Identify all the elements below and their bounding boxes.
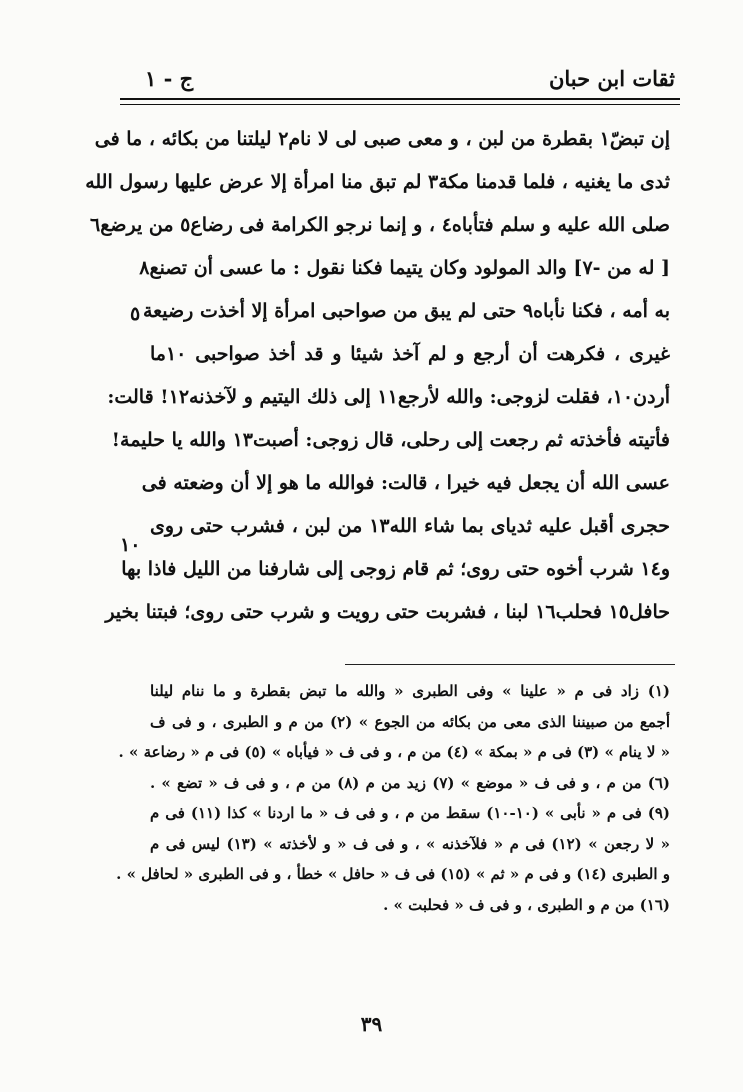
- text-line: و١٤ شرب أخوه حتى روى؛ ثم قام زوجى إلى شارفنا من الليل فاذا بها: [121, 558, 670, 580]
- footnote-line: أجمع من صبيننا الذى معى من بكائه من الجوع » (٢) من م و الطبرى ، و فى ف: [150, 712, 670, 731]
- footnote-line: (١٦) من م و الطبرى ، و فى ف « فحلبت » .: [383, 895, 670, 914]
- header-rule-thick: [120, 98, 680, 100]
- footnote-line: « لا ينام » (٣) فى م « بمكة » (٤) من م ، و فى ف « فيأباه » (٥) فى م « رضاعة » .: [118, 743, 670, 761]
- text-line: به أمه ، فكنا نأباه٩ حتى لم يبق من صواحبى امرأة إلا أخذت رضيعة: [142, 300, 670, 322]
- text-line: حجرى أقبل عليه ثدياى بما شاء الله١٣ من لبن ، فشرب حتى روى: [150, 515, 671, 537]
- header-rule-thin: [120, 104, 680, 105]
- footnote-line: (٩) فى م « نأبى » (١٠-١٠) سقط من م ، و فى ف « ما اردنا » كذا (١١) فى م: [150, 804, 670, 822]
- text-line: إن تبضّ١ بقطرة من لبن ، و معى صبى لى لا نام٢ ليلتنا من بكائه ، ما فى: [94, 128, 670, 150]
- footnote-line: (١) زاد فى م « علينا » وفى الطبرى « والله ما تبض بقطرة و ما ننام ليلنا: [150, 682, 670, 700]
- footnote-line: « لا رجعن » (١٢) فى م « فلآخذنه » ، و فى ف « و لأخذته » (١٣) ليس فى م: [150, 834, 670, 853]
- footnotes: [116, 676, 670, 920]
- text-line: غيرى ، فكرهت أن أرجع و لم آخذ شيئا و قد أخذ صواحبى ١٠ما: [150, 343, 670, 365]
- text-line: عسى الله أن يجعل فيه خيرا ، قالت: فوالله ما هو إلا أن وضعته فى: [141, 472, 670, 494]
- main-text: [85, 118, 671, 634]
- text-line: حافل١٥ فحلب١٦ لبنا ، فشربت حتى رويت و شرب حتى روى؛ فبتنا بخير: [105, 601, 670, 623]
- footnote-line: و الطبرى (١٤) و فى م « ثم » (١٥) فى ف « حافل » خطأ ، و فى الطبرى « لحافل » .: [116, 865, 670, 883]
- text-line: صلى الله عليه و سلم فتأباه٤ ، و إنما نرجو الكرامة فى رضاع٥ من يرضع٦: [90, 214, 670, 236]
- line-number-marker: ٥: [130, 303, 141, 325]
- text-line: ثدى ما يغنيه ، فلما قدمنا مكة٣ لم تبق منا امرأة إلا عرض عليها رسول الله: [85, 171, 670, 193]
- line-number-marker: ١٠: [120, 534, 141, 556]
- text-line: أردن١٠، فقلت لزوجى: والله لأرجع١١ إلى ذلك اليتيم و لآخذنه١٢! قالت:: [107, 386, 670, 408]
- text-line: فأتيته فأخذته ثم رجعت إلى رحلى، قال زوجى: أصبت١٣ والله يا حليمة!: [111, 429, 670, 451]
- book-title: ثقات ابن حبان: [548, 65, 675, 91]
- volume-label: ج - ١: [145, 65, 194, 91]
- footnote-separator: [345, 664, 675, 665]
- text-line: [ له من -٧] والد المولود وكان يتيما فكنا نقول : ما عسى أن تصنع٨: [139, 257, 670, 279]
- running-header: [145, 60, 675, 96]
- page-number: ٣٩: [360, 1012, 383, 1036]
- footnote-line: (٦) من م ، و فى ف « موضع » (٧) زيد من م (٨) من م ، و فى ف « تضع » .: [150, 773, 670, 792]
